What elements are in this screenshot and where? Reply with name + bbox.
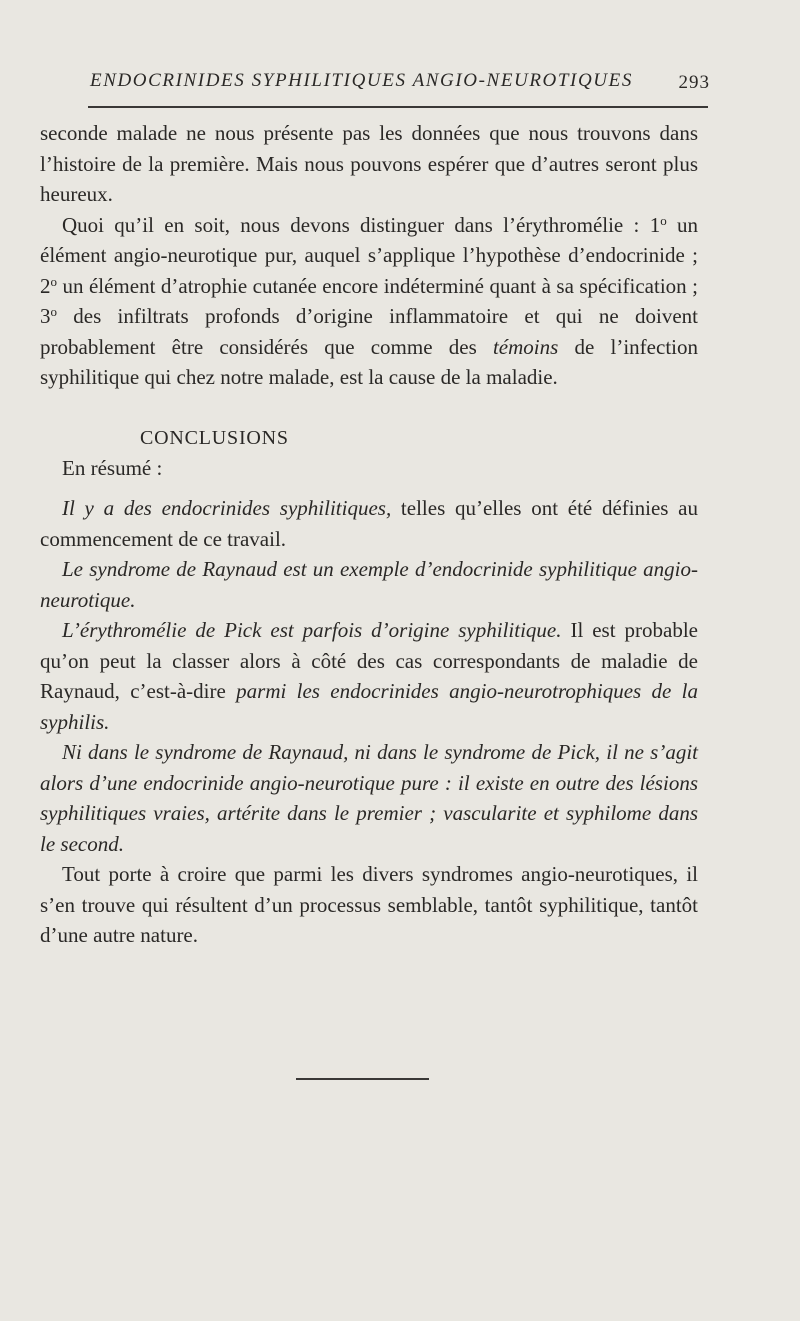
ordinal-mark: o bbox=[50, 304, 57, 319]
paragraph-text: Il est probable qu’on peut la classer alors à côté des cas correspondants de maladie de Raynaud, c’est-à-dire bbox=[40, 618, 698, 703]
paragraph-text: seconde malade ne nous présente pas les données que nous trouvons dans l’histoire de la première. Mais nous pouvons espérer que d’autres seront plus heureux. bbox=[40, 121, 698, 206]
conclusion-4 bbox=[40, 737, 698, 859]
paragraph-text: un élément d’atrophie cutanée encore indéterminé quant à sa spécification ; bbox=[57, 273, 698, 298]
ordinal-mark: o bbox=[660, 212, 667, 228]
paragraph-text: Tout porte à croire que parmi les divers syndromes angio-neurotiques, il s’en trouve qui résultent d’un processus semblable, tantôt syphilitique, tantôt d’une autre nature. bbox=[40, 862, 698, 947]
body-text bbox=[40, 118, 698, 951]
conclusion-2 bbox=[40, 554, 698, 615]
summary-intro: En résumé : bbox=[62, 455, 163, 480]
running-head bbox=[90, 70, 710, 100]
section-heading: CONCLUSIONS bbox=[140, 426, 289, 449]
paragraph-text: des infiltrats profonds d’origine inflammatoire et qui ne doivent probablement être considérés que comme des bbox=[40, 304, 698, 359]
paragraph-text: un élément angio-neurotique pur, auquel s’applique l’hypothèse d’endocrinide ; bbox=[40, 212, 699, 267]
page-number: 293 bbox=[678, 72, 710, 93]
paragraph-distinctions bbox=[40, 210, 698, 393]
emphasis-text: Le syndrome de Raynaud est un exemple d’endocrinide syphilitique angio-neurotique. bbox=[40, 557, 698, 612]
paragraph-text: Quoi qu’il en soit, nous devons distinguer dans l’érythromélie : bbox=[62, 212, 640, 237]
paragraph-text: de l’infection syphilitique qui chez notre malade, est la cause de la maladie. bbox=[40, 334, 698, 389]
emphasis-text: témoins bbox=[492, 334, 559, 359]
ordinal-mark: o bbox=[50, 273, 57, 289]
emphasis-text: parmi les endocrinides angio-neurotrophiques de la syphilis. bbox=[40, 679, 699, 734]
header-rule bbox=[88, 106, 708, 108]
item-number: 2 bbox=[40, 273, 51, 298]
paragraph-text: telles qu’elles ont été définies au commencement de ce travail. bbox=[40, 496, 699, 551]
emphasis-text: Ni dans le syndrome de Raynaud, ni dans le syndrome de Pick, il ne s’agit alors d’une endocrinide angio-neurotique pure : il existe en outre des lésions syphilitiques vraies, artérite dans le premier ; vascularite et syphilome dans le second. bbox=[40, 740, 698, 856]
running-title: ENDOCRINIDES SYPHILITIQUES ANGIO-NEUROTIQUES bbox=[90, 70, 633, 91]
footer-rule bbox=[296, 1078, 429, 1080]
conclusion-5 bbox=[40, 859, 698, 951]
emphasis-text: L’érythromélie de Pick est parfois d’origine syphilitique. bbox=[62, 618, 562, 642]
emphasis-text: Il y a des endocrinides syphilitiques, bbox=[62, 496, 392, 520]
conclusion-1 bbox=[40, 493, 698, 554]
item-number: 1 bbox=[649, 212, 661, 237]
item-number: 3 bbox=[40, 304, 51, 328]
paragraph-continuation bbox=[40, 118, 698, 210]
conclusion-3 bbox=[40, 615, 698, 737]
